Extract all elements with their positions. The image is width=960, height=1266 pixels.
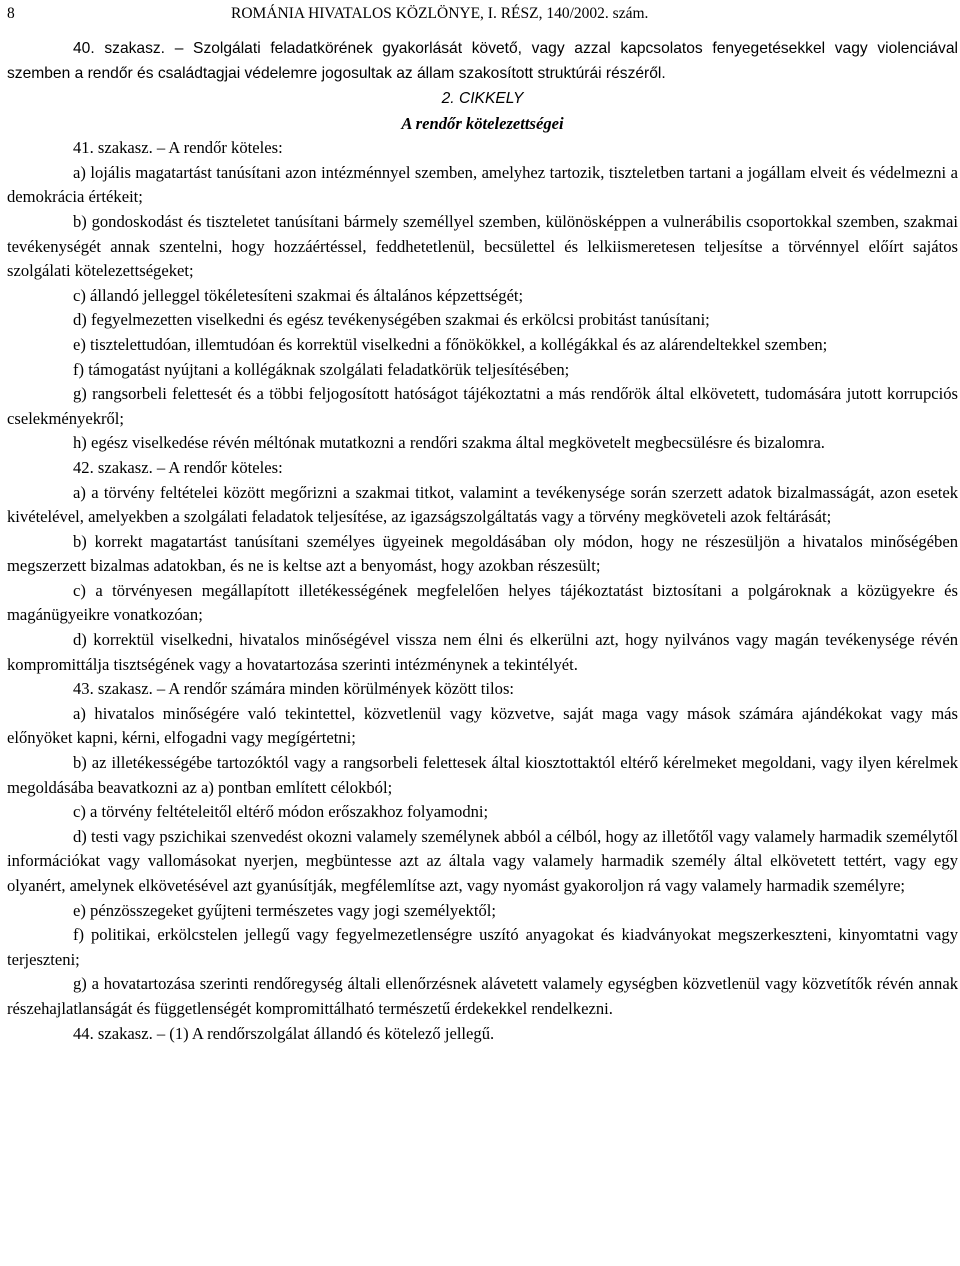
- paragraph: 43. szakasz. – A rendőr számára minden körülmények között tilos:: [73, 679, 515, 699]
- paragraph: f) politikai, erkölcstelen jellegű vagy fegyelmezetlenségre uszító anyagokat és kiadványokat megszerkeszteni, kinyomtatni vagy terjeszteni;: [7, 925, 958, 969]
- paragraph: g) a hovatartozása szerinti rendőregység általi ellenőrzésnek alávetett valamely egységben közvetlenül vagy közvetítők révén annak részehajlatlanságát és függetlenségét kompromittálható természetű érdekekkel rendelkezni.: [7, 974, 958, 1018]
- paragraph: d) testi vagy pszichikai szenvedést okozni valamely személynek abból a célból, hogy az illetőtől vagy valamely harmadik személytől információkat vagy vallomásokat nyerjen, megbüntesse azt az általa vagy valamely harmadik személy által elkövetett tettért, vagy egy olyanért, amelynek elkövetésével azt gyanúsítják, megfélemlítse azt, vagy nyomást gyakoroljon rá vagy valamely harmadik személyre;: [7, 826, 958, 895]
- chapter-title: A rendőr kötelezettségei: [401, 114, 564, 134]
- page-header: [7, 3, 958, 25]
- paragraph: g) rangsorbeli felettesét és a többi feljogosított hatóságot tájékoztatni a más rendőrök által elkövetett, tudomására jutott korrupciós cselekményekről;: [7, 384, 958, 428]
- paragraph: e) pénzösszegeket gyűjteni természetes vagy jogi személyektől;: [73, 900, 496, 920]
- paragraph: a) a törvény feltételei között megőrizni a szakmai titkot, valamint a tevékenysége során szerzett adatok bizalmasságát, azon esetek kivételével, amelyekben a szolgálati feladatok teljesítése, az igazságszolgáltatás vagy a törvény megköveteli azok feltárását;: [7, 482, 958, 527]
- paragraph: f) támogatást nyújtani a kollégáknak szolgálati feladatkörük teljesítésében;: [73, 359, 570, 379]
- paragraph: e) tisztelettudóan, illemtudóan és korrektül viselkedni a főnökökkel, a kollégákkal és az alárendeltekkel szemben;: [73, 334, 828, 354]
- paragraph: c) a törvényesen megállapított illetékességének megfelelően helyes tájékoztatást biztosítani a polgároknak a közügyekre és magánügyeikre vonatkozóan;: [7, 580, 958, 625]
- paragraph: 41. szakasz. – A rendőr köteles:: [73, 138, 283, 158]
- paragraph: d) korrektül viselkedni, hivatalos minőségével vissza nem élni és elkerülni azt, hogy nyilvános vagy magán tevékenysége révén kompromittálja tisztségének vagy a hovatartozása szerinti intézménynek a tekintélyét.: [7, 630, 958, 674]
- chapter-number: 2. CIKKELY: [441, 90, 524, 108]
- paragraph: b) korrekt magatartást tanúsítani személyes ügyeinek megoldásában oly módon, hogy ne részesüljön a hivatalos minőségében megszerzett bizalmas adatokban, és ne is keltse azt a benyomást, hogy azokban részesült;: [7, 531, 958, 576]
- paragraph: b) gondoskodást és tiszteletet tanúsítani bármely személlyel szemben, különösképpen a vulnerábilis csoportokkal szemben, szakmai tevékenységét annak szentelni, hogy hozzáértéssel, feddhetetlenül, becsülettel és lelkiismeretesen teljesítse a törvénnyel előírt sajátos szolgálati kötelezettségeket;: [7, 211, 958, 281]
- body-text: [7, 136, 958, 1046]
- paragraph: h) egész viselkedése révén méltónak mutatkozni a rendőri szakma által megkövetelt megbecsülésre és bizalomra.: [73, 433, 825, 453]
- page-number: 8: [7, 5, 15, 22]
- paragraph: c) állandó jelleggel tökéletesíteni szakmai és általános képzettségét;: [73, 285, 524, 305]
- paragraph: a) lojális magatartást tanúsítani azon intézménnyel szemben, amelyhez tartozik, tiszteletben tartani a jogállam elveit és védelmezni a demokrácia értékeit;: [7, 162, 958, 207]
- paragraph: b) az illetékességébe tartozóktól vagy a rangsorbeli felettesek által kiosztottaktól eltérő kérelmeket megoldani, vagy ilyen kérelmek megoldásába beavatkozni az a) pontban említett célokból;: [7, 753, 958, 797]
- paragraph: 42. szakasz. – A rendőr köteles:: [73, 457, 283, 477]
- paragraph: 44. szakasz. – (1) A rendőrszolgálat állandó és kötelező jellegű.: [73, 1023, 495, 1043]
- paragraph: d) fegyelmezetten viselkedni és egész tevékenységében szakmai és erkölcsi probitást tanúsítani;: [73, 310, 710, 330]
- paragraph: c) a törvény feltételeitől eltérő módon erőszakhoz folyamodni;: [73, 802, 489, 822]
- document-page: [7, 3, 958, 1046]
- section-40-paragraph: 40. szakasz. – Szolgálati feladatkörének gyakorlását követő, vagy azzal kapcsolatos fenyegetésekkel vagy violenciával szemben a rendőr és családtagjai védelemre jogosultak az állam szakosított struktúrái részéről.: [7, 40, 958, 82]
- running-head: ROMÁNIA HIVATALOS KÖZLÖNYE, I. RÉSZ, 140/2002. szám.: [231, 5, 649, 22]
- paragraph: a) hivatalos minőségére való tekintettel, közvetlenül vagy közvetve, saját maga vagy mások számára ajándékokat vagy más előnyöket kapni, kérni, elfogadni vagy megígértetni;: [7, 703, 958, 748]
